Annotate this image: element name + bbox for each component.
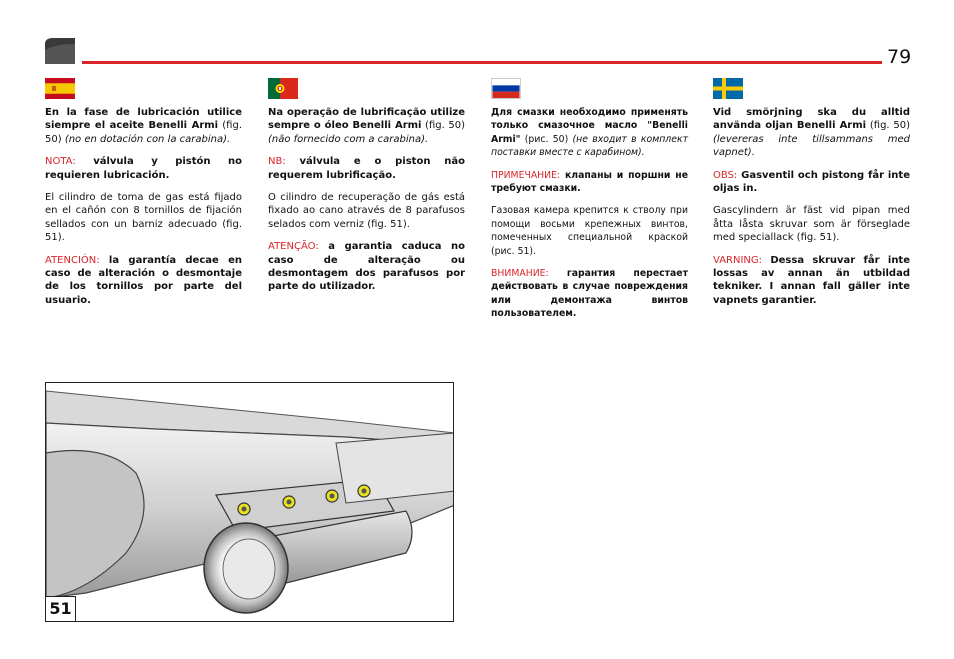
warning-paragraph: ATENÇÃO: a garantia caduca no caso de alteração ou desmontagem dos parafusos por parte do utilizador.: [268, 241, 465, 293]
column-portuguese: [268, 78, 465, 303]
lubrication-paragraph: Na operação de lubrificação utilize sempre o óleo Benelli Armi (fig. 50) (não fornecido com a carabina).: [268, 107, 465, 145]
warning-paragraph: ВНИМАНИЕ: гарантия перестает действовать в случае повреждения или демонтажа винтов пользователем.: [491, 268, 688, 320]
gas-cylinder-paragraph: O cilindro de recuperação de gás está fixado ao cano através de 8 parafusos selados com verniz (fig. 51).: [268, 192, 465, 230]
gas-cylinder-paragraph: Gascylindern är fäst vid pipan med åtta låsta skruvar som är förseglade med speciallack (fig. 51).: [713, 205, 910, 244]
header-rule: [82, 61, 882, 64]
column-spanish: [45, 78, 242, 316]
header-tab-icon: [45, 38, 75, 64]
lubrication-paragraph: En la fase de lubricación utilice siempre el aceite Benelli Armi (fig. 50) (no en dotación con la carabina).: [45, 107, 243, 145]
gas-cylinder-illustration: [46, 383, 454, 622]
column-russian: [491, 78, 688, 330]
figure-51: [45, 382, 454, 622]
lubrication-paragraph: Vid smörjning ska du alltid använda oljan Benelli Armi (fig. 50) (levereras inte tillsammans med vapnet).: [713, 107, 910, 159]
lubrication-paragraph: Для смазки необходимо применять только смазочное масло "Benelli Armi" (рис. 50) (не входит в комплект поставки вместе с карабином).: [491, 107, 688, 159]
warning-paragraph: ATENCIÓN: la garantía decae en caso de alteración o desmontaje de los tornillos por parte del usuario.: [45, 254, 242, 306]
note-paragraph: NB: válvula e o piston não requerem lubrificação.: [268, 156, 465, 181]
note-paragraph: OBS: Gasventil och pistong får inte oljas in.: [713, 169, 910, 195]
sweden-flag-icon: [713, 78, 743, 99]
note-paragraph: NOTA: válvula y pistón no requieren lubricación.: [45, 156, 242, 181]
column-swedish: [713, 78, 910, 316]
spain-flag-icon: [45, 78, 75, 99]
figure-label: 51: [45, 596, 76, 622]
warning-paragraph: VARNING: Dessa skruvar får inte lossas av annan än utbildad tekniker. I annan fall gäller inte vapnets garantier.: [713, 254, 910, 306]
russia-flag-icon: [491, 78, 521, 99]
gas-cylinder-paragraph: Газовая камера крепится к стволу при помощи восьми крепежных винтов, помеченных специальной краской (рис. 51).: [491, 205, 688, 257]
note-paragraph: ПРИМЕЧАНИЕ: клапаны и поршни не требуют смазки.: [491, 169, 688, 195]
portugal-flag-icon: [268, 78, 298, 99]
page-number: 79: [887, 46, 912, 68]
gas-cylinder-paragraph: El cilindro de toma de gas está fijado en el cañón con 8 tornillos de fijación sellados con un barniz adecuado (fig. 51).: [45, 192, 242, 244]
